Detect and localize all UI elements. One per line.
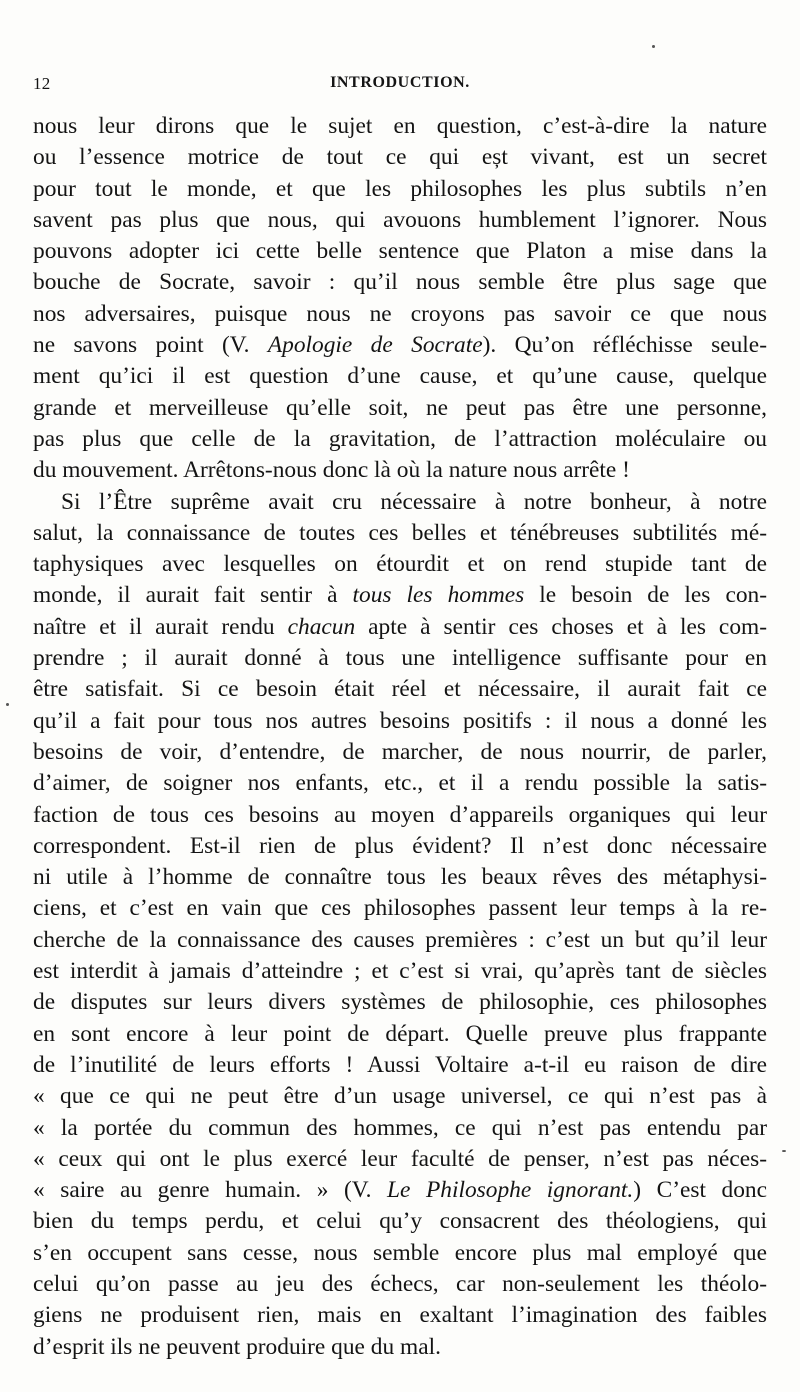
italic-title: Le Philosophe ignorant. bbox=[387, 1177, 634, 1204]
text-run: faction de tous ces besoins au moyen d’appareils organiques qui leur bbox=[33, 801, 767, 828]
text-line bbox=[33, 518, 767, 549]
text-line bbox=[33, 1081, 767, 1112]
text-run: nos adversaires, puisque nous ne croyons pas savoir ce que nous bbox=[33, 300, 767, 327]
text-run: ou l’essence motrice de tout ce qui eșt vivant, est un secret bbox=[33, 144, 767, 171]
text-run: pouvons adopter ici cette belle sentence que Platon a mise dans la bbox=[33, 238, 767, 265]
text-line bbox=[33, 768, 767, 799]
text-line bbox=[33, 1206, 767, 1237]
text-line bbox=[33, 174, 767, 205]
text-run: prendre ; il aurait donné à tous une intelligence suffisante pour en bbox=[33, 645, 767, 672]
text-run: bien du temps perdu, et celui qu’y consacrent des théologiens, qui bbox=[33, 1208, 767, 1235]
text-line bbox=[33, 956, 767, 987]
text-line bbox=[33, 487, 767, 518]
text-line bbox=[33, 299, 767, 330]
running-title: INTRODUCTION. bbox=[330, 74, 470, 91]
page-number: 12 bbox=[33, 74, 51, 93]
text-run: correspondent. Est-il rien de plus évident? Il n’est donc nécessaire bbox=[33, 832, 767, 859]
ink-speck bbox=[652, 45, 655, 48]
text-line bbox=[33, 1144, 767, 1175]
text-run: ni utile à l’homme de connaître tous les beaux rêves des métaphysi- bbox=[33, 864, 767, 891]
text-run: « la portée du commun des hommes, ce qui n’est pas entendu par bbox=[33, 1114, 767, 1141]
text-run: qu’il a fait pour tous nos autres besoins positifs : il nous a donné les bbox=[33, 707, 767, 734]
text-line bbox=[33, 580, 767, 611]
text-run: apte à sentir ces choses et à les com- bbox=[355, 613, 767, 640]
text-line bbox=[33, 706, 767, 737]
text-line bbox=[33, 925, 767, 956]
text-line bbox=[33, 1269, 767, 1300]
text-line bbox=[33, 737, 767, 768]
text-line bbox=[33, 330, 767, 361]
text-line bbox=[33, 643, 767, 674]
text-line bbox=[33, 267, 767, 298]
text-line bbox=[33, 1113, 767, 1144]
text-line bbox=[33, 800, 767, 831]
text-line bbox=[33, 612, 767, 643]
text-run: ne savons point (V. bbox=[33, 332, 268, 359]
text-line bbox=[33, 236, 767, 267]
text-run: Si l’Être suprême avait cru nécessaire à notre bonheur, à notre bbox=[61, 488, 767, 515]
ink-speck bbox=[782, 1150, 786, 1152]
text-run: naître et il aurait rendu bbox=[33, 613, 288, 640]
body-text bbox=[33, 111, 767, 1363]
text-run: monde, il aurait fait sentir à bbox=[33, 582, 353, 609]
text-run: d’esprit ils ne peuvent produire que du mal. bbox=[33, 1333, 441, 1360]
text-line bbox=[33, 393, 767, 424]
italic-title: chacun bbox=[287, 613, 356, 640]
text-line bbox=[33, 987, 767, 1018]
text-run: grande et merveilleuse qu’elle soit, ne peut pas être une personne, bbox=[33, 394, 767, 421]
text-run: le besoin de les con- bbox=[524, 582, 768, 609]
text-run: est interdit à jamais d’atteindre ; et c’est si vrai, qu’après tant de siècles bbox=[33, 958, 767, 985]
text-line bbox=[33, 862, 767, 893]
text-run: de disputes sur leurs divers systèmes de philosophie, ces philosophes bbox=[33, 989, 767, 1016]
text-run: ciens, et c’est en vain que ces philosophes passent leur temps à la re- bbox=[33, 895, 767, 922]
text-run: nous leur dirons que le sujet en question, c’est-à-dire la nature bbox=[33, 113, 767, 139]
text-line bbox=[33, 1019, 767, 1050]
text-line bbox=[33, 1175, 767, 1206]
text-run: ). Qu’on réfléchisse seule- bbox=[482, 332, 767, 359]
text-line bbox=[33, 455, 767, 486]
paragraph bbox=[33, 111, 767, 487]
text-line bbox=[33, 1332, 767, 1363]
text-line bbox=[33, 831, 767, 862]
italic-title: tous les hommes bbox=[352, 582, 525, 609]
paragraph bbox=[33, 487, 767, 1363]
italic-title: Apologie de Socrate bbox=[267, 332, 483, 359]
text-line bbox=[33, 549, 767, 580]
text-line bbox=[33, 1300, 767, 1331]
text-run: de l’inutilité de leurs efforts ! Aussi Voltaire a-t-il eu raison de dire bbox=[33, 1051, 767, 1078]
text-line bbox=[33, 1050, 767, 1081]
text-line bbox=[33, 893, 767, 924]
text-line bbox=[33, 1238, 767, 1269]
text-run: celui qu’on passe au jeu des échecs, car non-seulement les théolo- bbox=[33, 1270, 767, 1297]
text-line bbox=[33, 205, 767, 236]
text-line bbox=[33, 142, 767, 173]
text-run: bouche de Socrate, savoir : qu’il nous semble être plus sage que bbox=[33, 269, 767, 296]
text-run: d’aimer, de soigner nos enfants, etc., et il a rendu possible la satis- bbox=[33, 770, 767, 797]
text-run: « ceux qui ont le plus exercé leur faculté de penser, n’est pas néces- bbox=[33, 1145, 767, 1172]
text-line bbox=[33, 361, 767, 392]
text-run: « que ce qui ne peut être d’un usage universel, ce qui n’est pas à bbox=[33, 1083, 767, 1110]
text-run: salut, la connaissance de toutes ces belles et ténébreuses subtilités mé- bbox=[33, 519, 767, 546]
text-run: être satisfait. Si ce besoin était réel et nécessaire, il aurait fait ce bbox=[33, 676, 767, 703]
text-run: pas plus que celle de la gravitation, de l’attraction moléculaire ou bbox=[33, 425, 767, 452]
text-line bbox=[33, 424, 767, 455]
text-line bbox=[33, 111, 767, 142]
text-run: savent pas plus que nous, qui avouons humblement l’ignorer. Nous bbox=[33, 206, 767, 233]
text-run: taphysiques avec lesquelles on étourdit et on rend stupide tant de bbox=[33, 551, 767, 578]
text-run: ) C’est donc bbox=[633, 1177, 768, 1204]
text-run: du mouvement. Arrêtons-nous donc là où la nature nous arrête ! bbox=[33, 457, 630, 484]
text-run: giens ne produisent rien, mais en exaltant l’imagination des faibles bbox=[33, 1302, 767, 1329]
text-run: s’en occupent sans cesse, nous semble encore plus mal employé que bbox=[33, 1239, 767, 1266]
text-run: pour tout le monde, et que les philosophes les plus subtils n’en bbox=[33, 175, 767, 202]
text-run: ment qu’ici il est question d’une cause, et qu’une cause, quelque bbox=[33, 363, 767, 390]
text-run: cherche de la connaissance des causes premières : c’est un but qu’il leur bbox=[33, 926, 767, 953]
page-header bbox=[33, 74, 767, 98]
text-run: en sont encore à leur point de départ. Quelle preuve plus frappante bbox=[33, 1020, 767, 1047]
text-run: « saire au genre humain. » (V. bbox=[33, 1177, 388, 1204]
text-run: besoins de voir, d’entendre, de marcher, de nous nourrir, de parler, bbox=[33, 738, 767, 765]
ink-speck bbox=[6, 703, 9, 706]
text-line bbox=[33, 674, 767, 705]
